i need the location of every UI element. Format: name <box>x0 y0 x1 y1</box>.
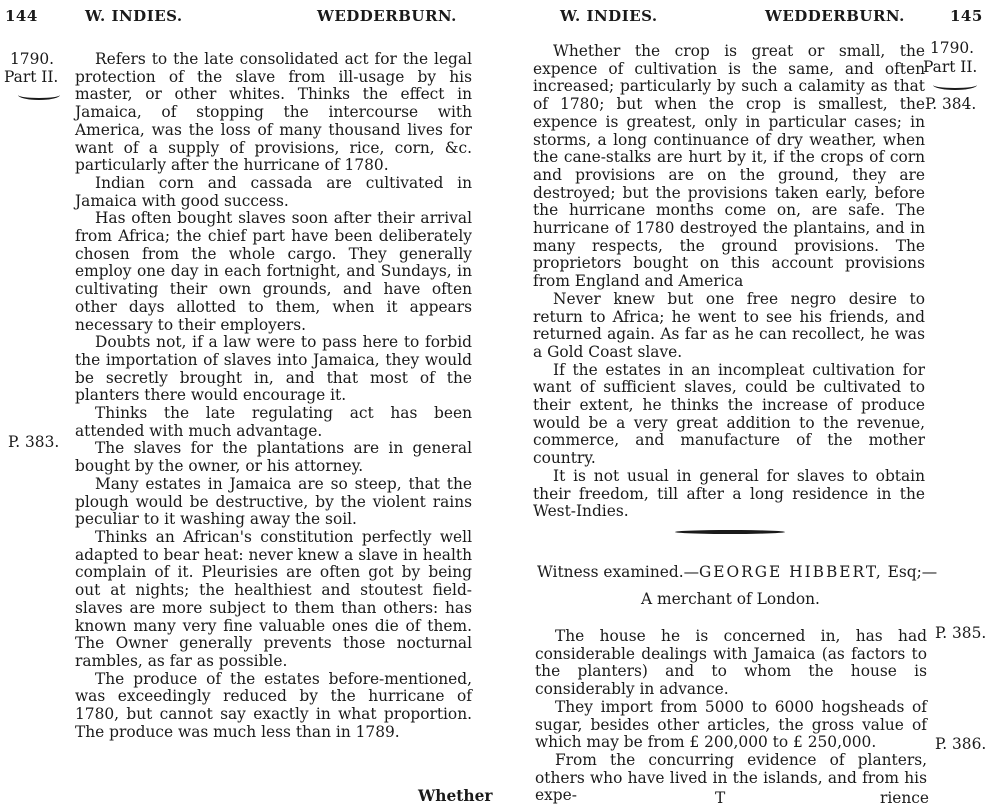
page-number: 145 <box>950 7 983 25</box>
paragraph: From the concurring evidence of planters, others who have lived in the islands, and from his expe- <box>535 750 927 805</box>
witness-name: GEORGE HIBBERT, <box>699 563 883 581</box>
catchword: rience <box>880 789 930 807</box>
paragraph: Thinks the late regulating act has been attended with much advantage. <box>75 404 472 440</box>
paragraph: Doubts not, if a law were to pass here to forbid the importation of slaves into Jamaica, they would be secretly brought in, and that most of the planters there would encourage it. <box>75 333 472 405</box>
left-body-text <box>75 51 472 741</box>
section-rule <box>675 530 785 534</box>
margin-part: Part II. <box>923 58 978 76</box>
running-head-name: WEDDERBURN. <box>317 7 457 25</box>
right-body-text <box>533 43 925 521</box>
margin-year: 1790. <box>10 50 55 68</box>
paragraph: Many estates in Jamaica are so steep, that the plough would be destructive, by the violent rains peculiar to it washing away the soil. <box>75 474 472 529</box>
paragraph: Indian corn and cassada are cultivated in Jamaica with good success. <box>75 173 472 210</box>
right-body-text-2 <box>535 627 930 807</box>
witness-prefix: Witness examined.— <box>537 563 699 581</box>
catchword: Whether <box>418 787 493 805</box>
paragraph: The produce of the estates before-mentioned, was exceedingly reduced by the hurricane of 1780, but cannot say exactly in what proportion. The produce was much less than in 1789. <box>75 669 472 741</box>
paragraph: The house he is concerned in, has had considerable dealings with Jamaica (as factors to the planters) and to whom the house is considerably in advance. <box>535 627 927 699</box>
witness-suffix: Esq;— <box>887 563 938 581</box>
paragraph: They import from 5000 to 6000 hogsheads of sugar, besides other articles, the gross value of which may be from £ 200,000 to £ 250,000. <box>535 697 927 752</box>
paragraph: If the estates in an incompleat cultivation for want of sufficient slaves, could be cultivated to their extent, he thinks the increase of produce would be a very great addition to the revenue, commerce, and manufacture of the mother country. <box>533 360 925 468</box>
margin-part: Part II. <box>4 68 59 86</box>
running-head-name: WEDDERBURN. <box>765 7 905 25</box>
running-head-region: W. INDIES. <box>560 7 658 25</box>
paragraph: Never knew but one free negro desire to return to Africa; he went to see his friends, and returned again. As far as he can recollect, he was a Gold Coast slave. <box>533 289 925 361</box>
page-header <box>0 4 500 28</box>
margin-page-ref: P. 385. <box>935 624 987 642</box>
paragraph: Thinks an African's constitution perfectly well adapted to bear heat: never knew a slave in health complain of it. Pleurisies are often got by being out at nights; the healthiest and stoutest field-slaves are more subject to them than others: has known many very fine valuable ones die of them. The Owner generally prevents those nocturnal rambles, as far as possible. <box>75 527 472 670</box>
witness-role: A merchant of London. <box>641 590 820 608</box>
margin-page-ref: P. 386. <box>935 735 987 753</box>
margin-year: 1790. <box>930 39 975 57</box>
page-number: 144 <box>5 7 38 25</box>
page-header <box>505 4 1000 28</box>
margin-page-ref: P. 384. <box>925 95 977 113</box>
witness-heading <box>537 563 937 581</box>
paragraph: The slaves for the plantations are in general bought by the owner, or his attorney. <box>75 439 472 476</box>
right-page <box>505 0 1000 809</box>
margin-page-ref: P. 383. <box>8 433 60 451</box>
paragraph: Refers to the late consolidated act for the legal protection of the slave from ill-usage by his master, or other whites. Thinks the effect in Jamaica, of stopping the intercourse with America, was the loss of many thousand lives for want of a supply of provisions, rice, corn, &c. particularly after the hurricane of 1780. <box>75 50 472 175</box>
paragraph: It is not usual in general for slaves to obtain their freedom, till after a long residence in the West-Indies. <box>533 466 925 521</box>
signature-mark: T <box>715 789 726 807</box>
running-head-region: W. INDIES. <box>85 7 183 25</box>
margin-brace <box>933 80 977 90</box>
paragraph: Whether the crop is great or small, the expence of cultivation is the same, and often increased; particularly by such a calamity as that of 1780; but when the crop is smallest, the expence is greatest, only in particular cases; in storms, a long continuance of dry weather, when the cane-stalks are hurt by it, if the crops of corn and provisions are on the ground, they are destroyed; but the provisions taken early, before the hurricane months come on, are safe. The hurricane of 1780 destroyed the plantains, and in many respects, the ground provisions. The proprietors bought on this account provisions from England and America <box>533 42 925 291</box>
paragraph: Has often bought slaves soon after their arrival from Africa; the chief part have been deliberately chosen from the whole cargo. They generally employ one day in each fortnight, and Sundays, in cultivating their own grounds, and have often other days allotted to them, when it appears necessary to their employers. <box>75 209 472 334</box>
margin-brace <box>18 90 60 100</box>
